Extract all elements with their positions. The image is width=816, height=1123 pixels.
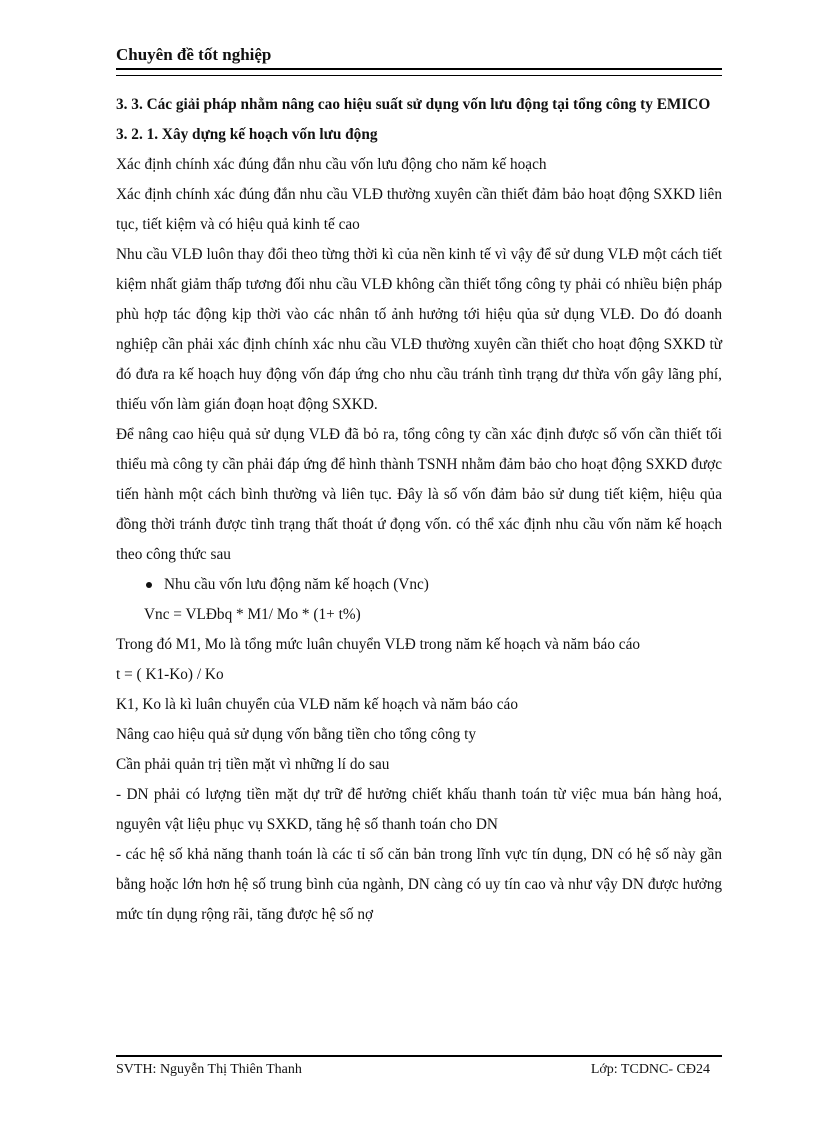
paragraph-4: Để nâng cao hiệu quả sử dụng VLĐ đã bỏ ra, tổng công ty cần xác định được số vốn cần thiết tối thiểu mà công ty cần phải đáp ứng để hình thành TSNH nhằm đảm bảo cho hoạt động SXKD được tiến hành một cách bình thường và liên tục. Đây là số vốn đảm bảo sử dung tiết kiệm, hiệu qủa đồng thời tránh được tình trạng thất thoát ứ đọng vốn. có thể xác định nhu cầu vốn năm kế hoạch theo công thức sau: [116, 426, 722, 563]
footer-student: SVTH: Nguyễn Thị Thiên Thanh: [116, 1062, 302, 1077]
paragraph-6: K1, Ko là kì luân chuyển của VLĐ năm kế hoạch và năm báo cáo: [116, 696, 518, 713]
paragraph-7: Nâng cao hiệu quả sử dụng vốn bằng tiền cho tổng công ty: [116, 726, 477, 743]
paragraph-1: Xác định chính xác đúng đắn nhu cầu vốn lưu động cho năm kế hoạch: [116, 156, 547, 173]
paragraph-5: Trong đó M1, Mo là tổng mức luân chuyển VLĐ trong năm kế hoạch và năm báo cáo: [116, 636, 641, 653]
paragraph-2: Xác định chính xác đúng đắn nhu cầu VLĐ thường xuyên cần thiết đảm bảo hoạt động SXKD liên tục, tiết kiệm và có hiệu quả kinh tế cao: [116, 186, 722, 233]
formula-vnc: Vnc = VLĐbq * M1/ Mo * (1+ t%): [144, 606, 361, 623]
document-body: [116, 90, 722, 930]
header-double-rule: [116, 68, 722, 76]
page-header: [116, 44, 722, 76]
footer-class: Lớp: TCDNC- CĐ24: [590, 1062, 710, 1077]
paragraph-3: Nhu cầu VLĐ luôn thay đổi theo từng thời kì của nền kinh tế vì vậy để sử dung VLĐ một cách tiết kiệm nhất giảm thấp tương đối nhu cầu VLĐ không cần thiết tổng công ty phải có nhiều biện pháp phù hợp tác động kịp thời vào các nhân tố ảnh hưởng tới hiệu qủa sử dụng VLĐ. Do đó doanh nghiệp cần phải xác định chính xác nhu cầu VLĐ thường xuyên cần thiết cho hoạt động SXKD từ đó đưa ra kế hoạch huy động vốn đáp ứng cho nhu cầu tránh tình trạng dư thừa vốn gây lãng phí, thiếu vốn làm gián đoạn hoạt động SXKD.: [116, 246, 722, 413]
bullet-item-text: Nhu cầu vốn lưu động năm kế hoạch (Vnc): [164, 576, 429, 593]
bullet-item: [116, 570, 722, 600]
paragraph-8: Cần phải quản trị tiền mặt vì những lí do sau: [116, 756, 390, 773]
paragraph-9: - DN phải có lượng tiền mặt dự trữ để hưởng chiết khấu thanh toán từ việc mua bán hàng hoá, nguyên vật liệu phục vụ SXKD, tăng hệ số thanh toán cho DN: [116, 786, 722, 833]
footer-rule: [116, 1055, 722, 1057]
formula-t: t = ( K1-Ko) / Ko: [116, 666, 224, 683]
paragraph-10: - các hệ số khả năng thanh toán là các tỉ số căn bản trong lĩnh vực tín dụng, DN có hệ số này gần bằng hoặc lớn hơn hệ số trung bình của ngành, DN càng có uy tín cao và như vậy DN được hưởng mức tín dụng rộng rãi, tăng được hệ số nợ: [116, 846, 722, 923]
page-footer: [116, 1062, 722, 1078]
bullet-dot-icon: [146, 582, 152, 588]
subsection-heading: 3. 2. 1. Xây dựng kế hoạch vốn lưu động: [116, 126, 378, 143]
section-heading: 3. 3. Các giải pháp nhằm nâng cao hiệu suất sử dụng vốn lưu động tại tổng công ty EMICO: [116, 96, 711, 113]
document-title: Chuyên đề tốt nghiệp: [116, 45, 272, 64]
